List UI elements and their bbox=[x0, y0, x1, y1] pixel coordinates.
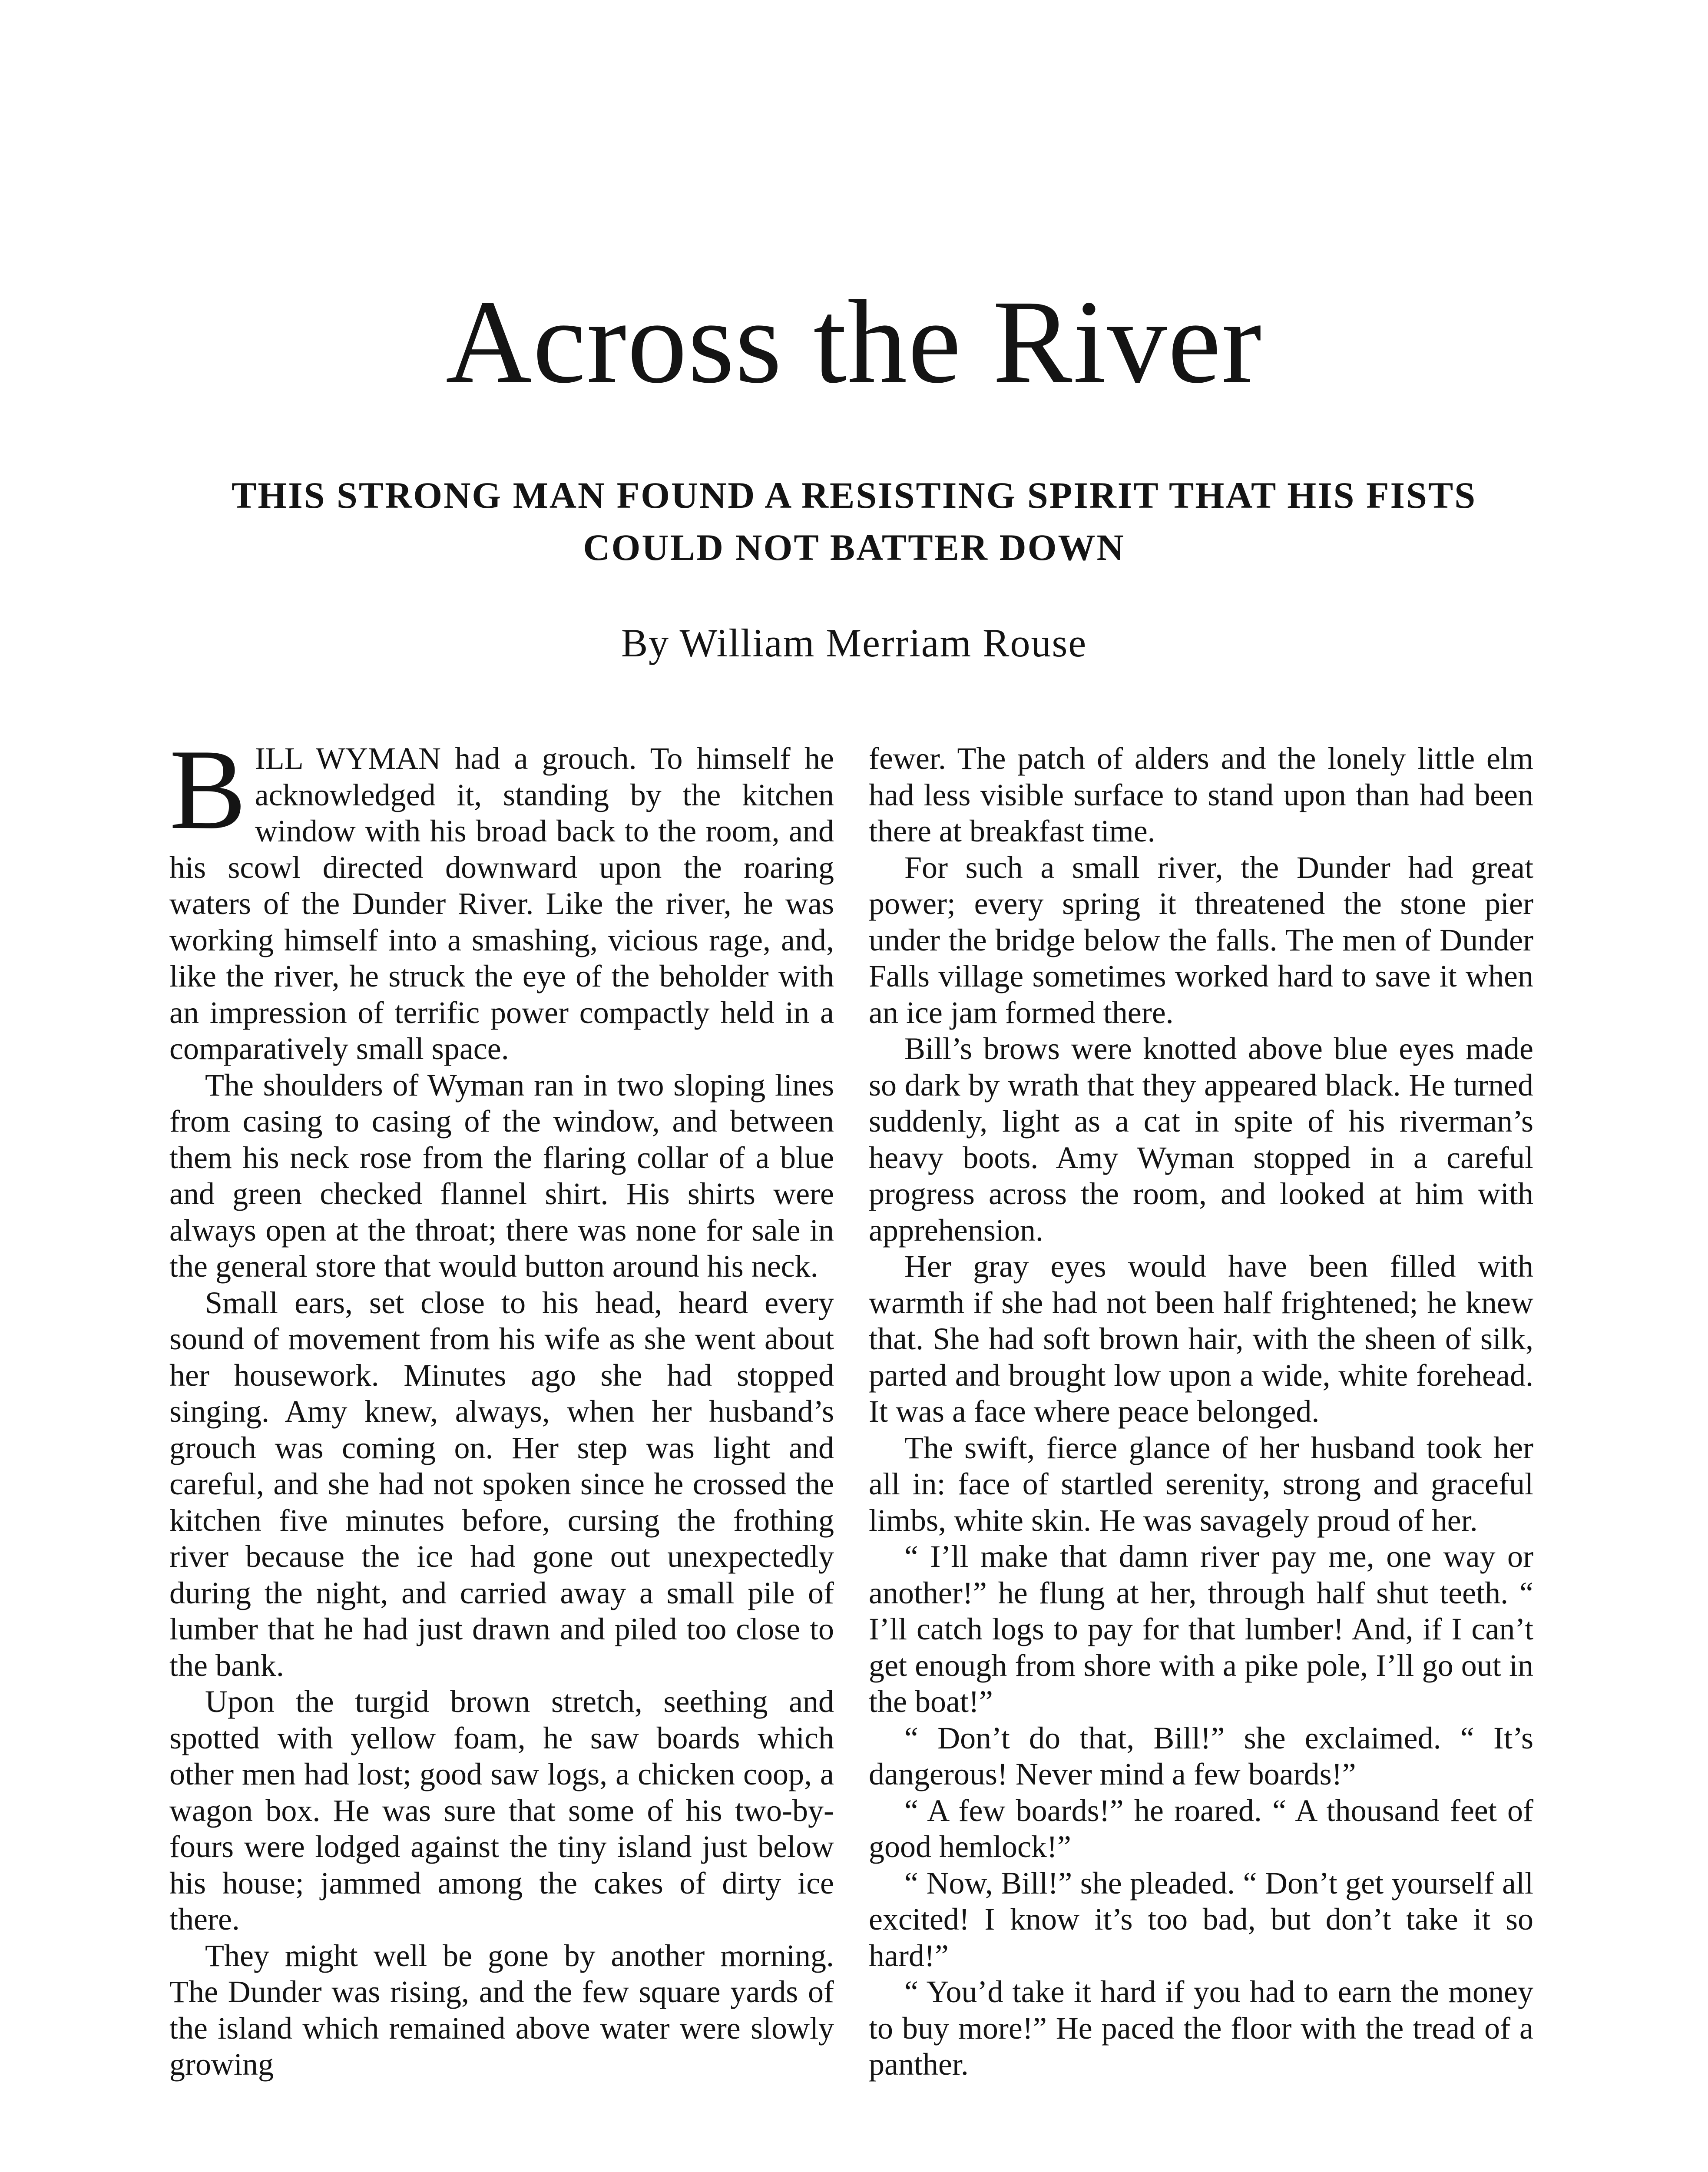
paragraph: “ You’d take it hard if you had to earn the money to buy more!” He paced the floor with the tread of a panther. bbox=[869, 1974, 1533, 2082]
paragraph: They might well be gone by another morning. The Dunder was rising, and the few square yards of the island which remained above water were slowly growing bbox=[169, 1938, 834, 2082]
paragraph: Her gray eyes would have been filled with warmth if she had not been half frightened; he knew that. She had soft brown hair, with the sheen of silk, parted and brought low upon a wide, white forehead. It was a face where peace belonged. bbox=[869, 1249, 1533, 1429]
paragraph-continued: fewer. The patch of alders and the lonely little elm had less visible surface to stand upon than had been there at breakfast time. bbox=[869, 741, 1533, 848]
paragraph: The shoulders of Wyman ran in two sloping lines from casing to casing of the window, and between them his neck rose from the flaring collar of a blue and green checked flannel shirt. His shirts were always open at the throat; there was none for sale in the general store that would button around his neck. bbox=[169, 1067, 834, 1284]
paragraph: “ Now, Bill!” she pleaded. “ Don’t get yourself all excited! I know it’s too bad, but don’t take it so hard!” bbox=[869, 1865, 1533, 1973]
paragraph bbox=[169, 741, 834, 1067]
article-byline: By William Merriam Rouse bbox=[621, 621, 1087, 665]
paragraph: “ Don’t do that, Bill!” she exclaimed. “ It’s dangerous! Never mind a few boards!” bbox=[869, 1720, 1533, 1791]
article-subtitle: THIS STRONG MAN FOUND A RESISTING SPIRIT THAT HIS FISTS COULD NOT BATTER DOWN bbox=[231, 474, 1477, 568]
paragraph: “ A few boards!” he roared. “ A thousand feet of good hemlock!” bbox=[869, 1793, 1533, 1864]
paragraph: Small ears, set close to his head, heard every sound of movement from his wife as she went about her housework. Minutes ago she had stopped singing. Amy knew, always, when her husband’s grouch was coming on. Her step was light and careful, and she had not spoken since he crossed the kitchen five minutes before, cursing the frothing river because the ice had gone out unexpectedly during the night, and carried away a small pile of lumber that he had just drawn and piled too close to the bank. bbox=[169, 1285, 834, 1683]
paragraph-text: ILL WYMAN had a grouch. To himself he acknowledged it, standing by the kitchen window with his broad back to the room, and his scowl directed downward upon the roaring waters of the Dunder River. Like the river, he was working himself into a smashing, vicious rage, and, like the river, he struck the eye of the beholder with an impression of terrific power compactly held in a comparatively small space. bbox=[169, 741, 834, 1066]
paragraph: Upon the turgid brown stretch, seething and spotted with yellow foam, he saw boards which other men had lost; good saw logs, a chicken coop, a wagon box. He was sure that some of his two-by-fours were lodged against the tiny island just below his house; jammed among the cakes of dirty ice there. bbox=[169, 1684, 834, 1937]
drop-cap: B bbox=[169, 741, 246, 853]
paragraph: Bill’s brows were knotted above blue eyes made so dark by wrath that they appeared black. He turned suddenly, light as a cat in spite of his riverman’s heavy boots. Amy Wyman stopped in a careful progress across the room, and looked at him with apprehension. bbox=[869, 1031, 1533, 1248]
paragraph: For such a small river, the Dunder had great power; every spring it threatened the stone pier under the bridge below the falls. The men of Dunder Falls village sometimes worked hard to save it when an ice jam formed there. bbox=[869, 850, 1533, 1030]
article-title: Across the River bbox=[445, 276, 1263, 408]
right-column bbox=[869, 741, 1533, 2172]
paragraph: The swift, fierce glance of her husband took her all in: face of startled serenity, strong and graceful limbs, white skin. He was savagely proud of her. bbox=[869, 1430, 1533, 1538]
left-column bbox=[169, 741, 834, 2172]
paragraph: “ I’ll make that damn river pay me, one way or another!” he flung at her, through half shut teeth. “ I’ll catch logs to pay for that lumber! And, if I can’t get enough from shore with a pike pole, I’ll go out in the boat!” bbox=[869, 1539, 1533, 1719]
